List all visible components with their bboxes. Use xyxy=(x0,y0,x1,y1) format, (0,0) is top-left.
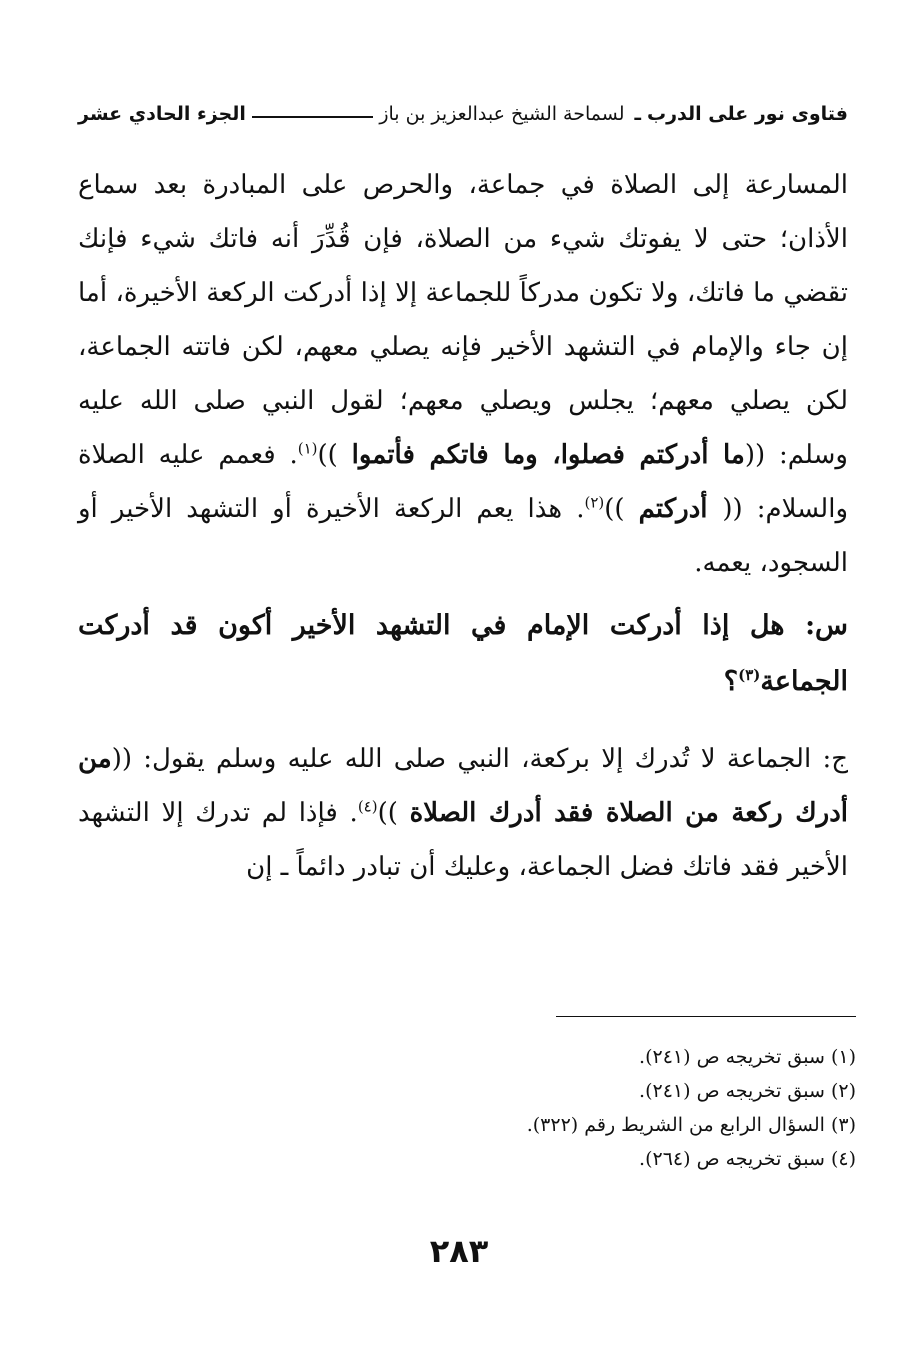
header-dash: ـ xyxy=(634,103,641,125)
text-span: . فعمم عليه الصلاة والسلام: (( xyxy=(78,440,848,524)
hadith-quote-bold: أدركتم xyxy=(638,494,723,524)
question-text: س: هل إذا أدركت الإمام في التشهد الأخير أكون قد أدركت الجماعة xyxy=(78,610,848,697)
footnote-ref: (١) xyxy=(297,439,318,458)
text-span: )) xyxy=(604,494,639,524)
volume-part: الجزء الحادي عشر xyxy=(78,103,246,125)
footnote-item: (٤) سبق تخريجه ص (٢٦٤). xyxy=(639,1148,856,1170)
footnote-ref: (٤) xyxy=(357,797,378,816)
footnote-item: (١) سبق تخريجه ص (٢٤١). xyxy=(639,1046,856,1068)
header-rule xyxy=(252,116,373,118)
text-span: . هذا يعم الركعة الأخيرة أو التشهد الأخير أو السجود، يعمه. xyxy=(78,494,848,578)
footnote-ref: (٣) xyxy=(738,666,761,684)
text-span: المسارعة إلى الصلاة في جماعة، والحرص على المبادرة بعد سماع الأذان؛ حتى لا يفوتك شيء من الصلاة، فإن قُدِّرَ أنه فاتك شيء فإنك تقضي ما فاتك، ولا تكون مدركاً للجماعة إلا إذا أدركت الركعة الأخيرة، أما إن جاء والإمام في التشهد الأخير فإنه يصلي معهم، لكن فاتته الجماعة، لكن يصلي معهم؛ يجلس ويصلي معهم؛ لقول النبي صلى الله عليه وسلم: (( xyxy=(78,170,848,470)
text-span: )) xyxy=(317,440,352,470)
author-name: لسماحة الشيخ عبدالعزيز بن باز xyxy=(379,103,625,125)
book-title: فتاوى نور على الدرب xyxy=(647,103,848,125)
text-span: )) xyxy=(377,798,410,828)
footnote-item: (٢) سبق تخريجه ص (٢٤١). xyxy=(639,1080,856,1102)
footnote-ref: (٢) xyxy=(584,493,605,512)
footnote-separator xyxy=(556,1016,856,1017)
running-header xyxy=(78,90,848,124)
hadith-quote-bold: ما أدركتم فصلوا، وما فاتكم فأتموا xyxy=(351,440,745,470)
answer-paragraph xyxy=(78,732,848,894)
footnotes xyxy=(420,1040,856,1176)
footnote-item: (٣) السؤال الرابع من الشريط رقم (٣٢٢). xyxy=(526,1114,856,1136)
question-paragraph xyxy=(78,598,848,710)
text-span: . فإذا لم تدرك إلا التشهد الأخير فقد فاتك فضل الجماعة، وعليك أن تبادر دائماً ـ إن xyxy=(78,798,848,882)
text-span: ج: الجماعة لا تُدرك إلا بركعة، النبي صلى الله عليه وسلم يقول: (( xyxy=(111,744,848,774)
question-mark: ؟ xyxy=(723,666,739,697)
hadith-quote-bold: من أدرك ركعة من الصلاة فقد أدرك الصلاة xyxy=(78,744,848,828)
page-number: ٢٨٣ xyxy=(429,1232,489,1270)
paragraph-1 xyxy=(78,158,848,590)
main-text xyxy=(78,158,848,894)
